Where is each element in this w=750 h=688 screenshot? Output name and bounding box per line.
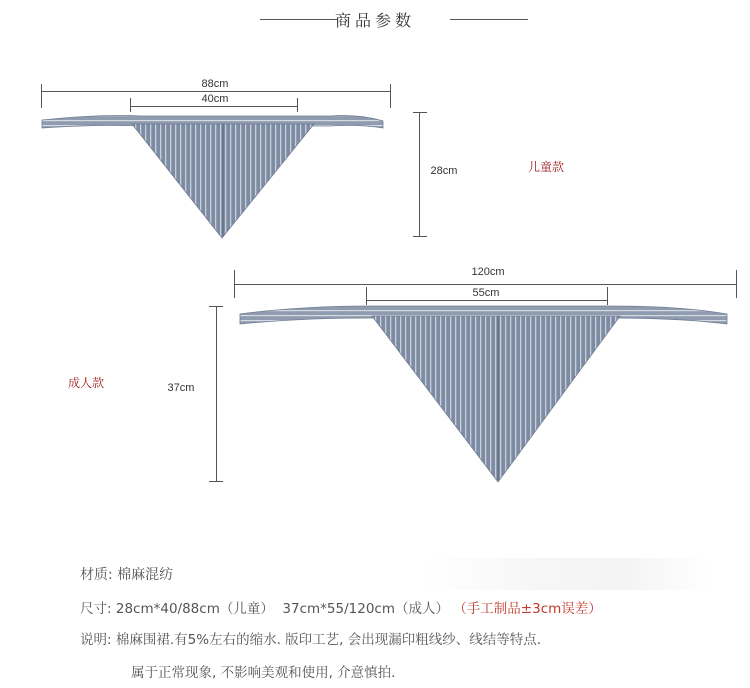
adult-inner-width-label: 55cm xyxy=(472,287,500,299)
kids-total-width-label: 88cm xyxy=(201,78,229,90)
spec-background-shade xyxy=(425,558,710,590)
adult-inner-width-tick-left xyxy=(366,287,367,305)
kids-style-label: 儿童款 xyxy=(528,160,565,174)
kids-inner-width-tick-left xyxy=(130,98,131,112)
spec-material xyxy=(80,564,173,584)
kids-height-tick-top xyxy=(413,112,427,113)
spec-description-line-1: 棉麻围裙.有5%左右的缩水. 版印工艺, 会出现漏印粗线纱、线结等特点. xyxy=(115,632,542,648)
kids-total-width-tick-left xyxy=(41,84,42,108)
spec-material-label: 材质: xyxy=(80,567,113,583)
page-title: 商品参数 xyxy=(334,11,415,30)
kids-total-width-line xyxy=(41,91,390,92)
adult-inner-width-tick-right xyxy=(607,287,608,305)
kids-inner-width-tick-right xyxy=(297,98,298,112)
kids-height-line xyxy=(419,112,420,236)
adult-total-width-label: 120cm xyxy=(471,266,505,278)
kids-inner-width-label: 40cm xyxy=(201,93,229,105)
spec-size-note: （手工制品±3cm误差） xyxy=(453,601,602,617)
adult-total-width-tick-left xyxy=(234,270,235,298)
adult-style-label: 成人款 xyxy=(68,376,105,390)
adult-height-tick-bottom xyxy=(209,481,223,482)
spec-size xyxy=(80,597,602,617)
kids-inner-width-line xyxy=(130,106,297,107)
spec-size-label: 尺寸: xyxy=(80,601,112,617)
adult-total-width-line xyxy=(234,284,736,285)
spec-description-label: 说明: xyxy=(80,632,112,648)
spec-description-continued xyxy=(131,661,395,681)
adult-height-line xyxy=(216,306,217,482)
spec-material-value: 棉麻混纺 xyxy=(117,567,174,583)
spec-size-value: 28cm*40/88cm（儿童） 37cm*55/120cm（成人） xyxy=(115,601,449,617)
kids-height-label: 28cm xyxy=(430,165,458,177)
adult-inner-width-line xyxy=(366,300,607,301)
kids-height-tick-bottom xyxy=(413,236,427,237)
adult-total-width-tick-right xyxy=(736,270,737,298)
spec-description-line-2: 属于正常现象, 不影响美观和使用, 介意慎拍. xyxy=(131,665,396,681)
kids-total-width-tick-right xyxy=(390,84,391,108)
adult-height-label: 37cm xyxy=(167,382,195,394)
spec-description xyxy=(80,628,541,648)
adult-height-tick-top xyxy=(209,306,223,307)
